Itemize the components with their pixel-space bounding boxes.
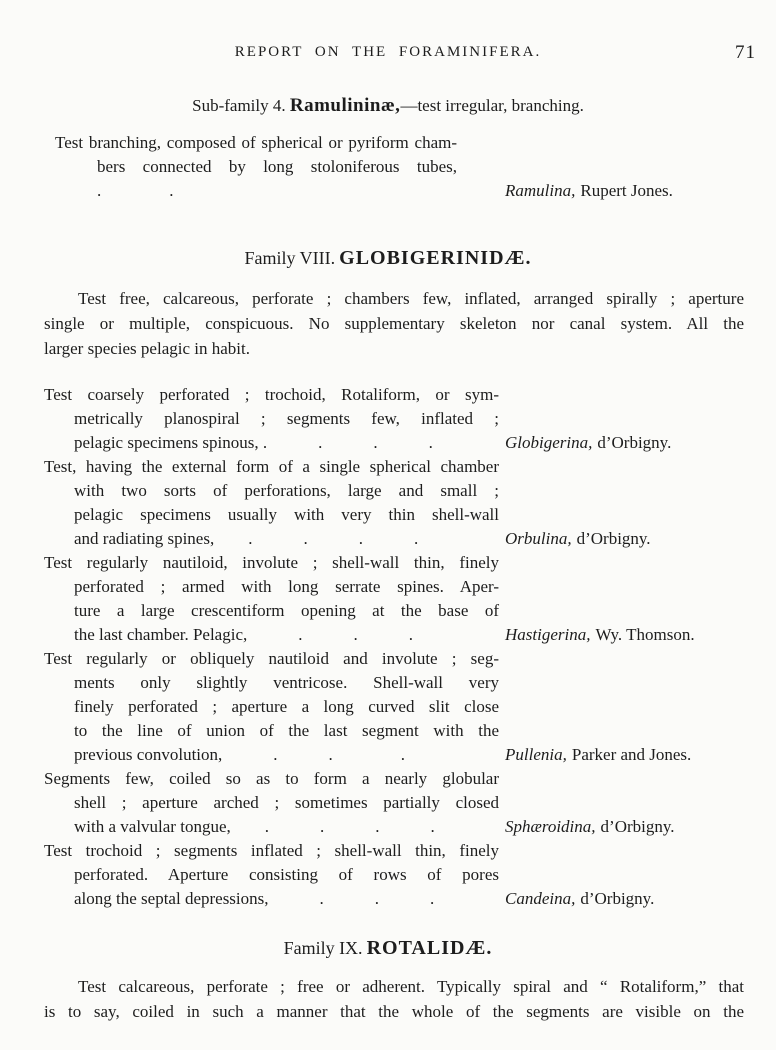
entry-line: pelagic specimens spinous, . . . . xyxy=(74,433,433,452)
entry-description xyxy=(44,647,499,767)
genus-line xyxy=(505,527,651,551)
genus-authority: d’Orbigny. xyxy=(576,529,651,548)
entry-line: along the septal depressions, . . . xyxy=(74,889,435,908)
entry-line: ture a large crescentiform opening at the base of xyxy=(74,601,499,620)
family-ix-name: ROTALIDÆ. xyxy=(366,937,493,959)
intro-line: larger species pelagic in habit. xyxy=(44,339,250,358)
entry-description xyxy=(44,767,499,839)
intro-line: Test free, calcareous, perforate ; chambers few, inflated, arranged spirally ; aperture xyxy=(78,289,744,308)
subfamily-prefix: Sub-family 4. xyxy=(192,96,286,115)
entry-line: Test regularly or obliquely nautiloid and involute ; seg- xyxy=(44,649,499,668)
entry-line: with a valvular tongue, . . . . xyxy=(74,817,435,836)
family-viii-name: GLOBIGERINIDÆ. xyxy=(339,247,532,269)
entry-line: with two sorts of perforations, large and small ; xyxy=(74,481,499,500)
entry-line: and radiating spines, . . . . xyxy=(74,529,419,548)
genus-name: Ramulina, xyxy=(505,181,576,200)
genus-authority: Rupert Jones. xyxy=(580,181,673,200)
subfamily-heading xyxy=(0,95,776,117)
genus-name: Hastigerina, xyxy=(505,625,591,644)
entry-line: Test trochoid ; segments inflated ; shell-wall thin, finely xyxy=(44,841,499,860)
taxon-entry-orbulina xyxy=(44,455,744,551)
family-viii-label: Family VIII. xyxy=(244,248,336,268)
entry-line: Test, having the external form of a single spherical chamber xyxy=(44,457,499,476)
genus-line xyxy=(505,623,695,647)
entry-line: perforated ; armed with long serrate spines. Aper- xyxy=(74,577,499,596)
subfamily-name: Ramulininæ, xyxy=(289,95,401,116)
entry-description xyxy=(44,455,499,551)
entry-line: the last chamber. Pelagic, . . . xyxy=(74,625,413,644)
taxon-entries xyxy=(44,383,744,911)
entry-line: shell ; aperture arched ; sometimes partially closed xyxy=(74,793,499,812)
taxon-entry-ramulina xyxy=(44,131,744,203)
entry-line: Test branching, composed of spherical or pyriform cham- xyxy=(55,133,457,152)
genus-name: Orbulina, xyxy=(505,529,572,548)
entry-line: finely perforated ; aperture a long curved slit close xyxy=(74,697,499,716)
entry-description xyxy=(44,383,499,455)
taxon-entry-pullenia xyxy=(44,647,744,767)
genus-authority: Wy. Thomson. xyxy=(595,625,695,644)
entry-line: pelagic specimens usually with very thin shell-wall xyxy=(74,505,499,524)
genus-line xyxy=(505,431,671,455)
family-ix-heading xyxy=(0,937,776,960)
genus-name: Sphæroidina, xyxy=(505,817,596,836)
intro-line: is to say, coiled in such a manner that the whole of the segments are visible on the xyxy=(44,1002,744,1021)
genus-name: Pullenia, xyxy=(505,745,567,764)
genus-name: Candeina, xyxy=(505,889,576,908)
entry-line: perforated. Aperture consisting of rows of pores xyxy=(74,865,499,884)
genus-authority: d’Orbigny. xyxy=(580,889,655,908)
genus-line xyxy=(505,887,654,911)
genus-name: Globigerina, xyxy=(505,433,593,452)
genus-authority: d’Orbigny. xyxy=(600,817,675,836)
entry-line: ments only slightly ventricose. Shell-wall very xyxy=(74,673,499,692)
entry-description xyxy=(44,551,499,647)
entry-description xyxy=(55,131,457,203)
subfamily-description: —test irregular, branching. xyxy=(400,96,584,115)
running-head-title: REPORT ON THE FORAMINIFERA. xyxy=(234,44,542,60)
entry-description xyxy=(44,839,499,911)
family-viii-intro xyxy=(44,286,744,361)
intro-line: single or multiple, conspicuous. No supplementary skeleton nor canal system. All the xyxy=(44,314,744,333)
family-viii-heading xyxy=(0,247,776,270)
page-number: 71 xyxy=(735,42,756,63)
taxon-entry-globigerina xyxy=(44,383,744,455)
genus-line xyxy=(505,815,675,839)
entry-line: Test coarsely perforated ; trochoid, Rotaliform, or sym- xyxy=(44,385,499,404)
genus-line xyxy=(505,743,691,767)
entry-line: previous convolution, . . . xyxy=(74,745,406,764)
taxon-entry-sphaeroidina xyxy=(44,767,744,839)
taxon-entry-hastigerina xyxy=(44,551,744,647)
genus-line xyxy=(505,179,673,203)
genus-authority: Parker and Jones. xyxy=(571,745,692,764)
entry-line: to the line of union of the last segment with the xyxy=(74,721,499,740)
family-ix-label: Family IX. xyxy=(283,938,363,958)
entry-line: Test regularly nautiloid, involute ; shell-wall thin, finely xyxy=(44,553,499,572)
genus-authority: d’Orbigny. xyxy=(597,433,672,452)
entry-line: Segments few, coiled so as to form a nearly globular xyxy=(44,769,499,788)
intro-line: Test calcareous, perforate ; free or adherent. Typically spiral and “ Rotaliform,” that xyxy=(78,977,744,996)
entry-line: metrically planospiral ; segments few, inflated ; xyxy=(74,409,499,428)
family-ix-intro xyxy=(44,974,744,1024)
taxon-entry-candeina xyxy=(44,839,744,911)
entry-line: bers connected by long stoloniferous tubes, . . xyxy=(97,157,457,200)
